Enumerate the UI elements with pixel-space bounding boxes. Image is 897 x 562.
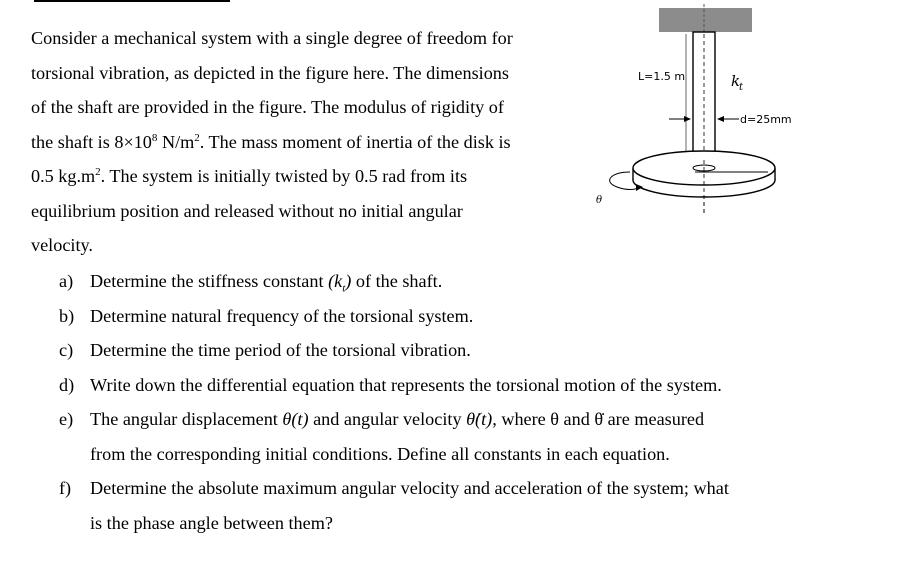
modulus-text: the shaft is 8×10	[31, 131, 152, 152]
torsion-diagram	[585, 0, 815, 225]
problem-statement	[31, 21, 571, 263]
question-text-end: of the shaft.	[351, 271, 443, 291]
intro-line-6: equilibrium position and released without no initial angular	[31, 200, 463, 221]
question-letter: e)	[59, 409, 74, 429]
question-letter: c)	[59, 340, 74, 360]
question-a	[59, 264, 859, 299]
question-text-line-2: is the phase angle between them?	[90, 512, 333, 533]
stiffness-label: k	[731, 72, 741, 90]
question-letter: f)	[59, 478, 72, 498]
length-label: L=1.5 m	[638, 70, 686, 83]
question-text: Determine the time period of the torsional vibration.	[90, 340, 471, 360]
question-list	[59, 264, 859, 540]
question-letter: a)	[59, 271, 74, 291]
question-text-end: where θ and θ̇ are measured	[496, 409, 705, 429]
question-b	[59, 299, 859, 334]
question-letter: d)	[59, 374, 75, 395]
angle-label: θ	[596, 195, 603, 206]
diameter-arrow-right-head	[717, 116, 724, 122]
question-text: Determine natural frequency of the torsional system.	[90, 305, 474, 326]
inertia-text: . The mass moment of inertia of the disk is	[199, 131, 511, 152]
diameter-label: d=25mm	[740, 113, 792, 126]
theta-symbol: θ(t)	[282, 409, 309, 429]
question-d	[59, 368, 859, 403]
question-e	[59, 402, 859, 471]
intro-line-5	[31, 159, 571, 194]
intro-line-2: torsional vibration, as depicted in the figure here. The dimensions	[31, 62, 509, 83]
initial-twist-text: . The system is initially twisted by 0.5 rad from its	[100, 166, 468, 186]
question-text: The angular displacement	[90, 409, 283, 429]
stiffness-subscript: t	[739, 82, 744, 93]
question-c	[59, 333, 859, 368]
question-text: Determine the absolute maximum angular velocity and acceleration of the system; what	[90, 478, 729, 498]
question-letter: b)	[59, 305, 75, 326]
stiffness-symbol: $(k_t)$	[328, 271, 352, 295]
modulus-unit-exponent: 2	[194, 131, 200, 144]
intro-line-3: of the shaft are provided in the figure. The modulus of rigidity of	[31, 97, 504, 117]
diameter-arrow-left-head	[684, 116, 691, 122]
torsion-figure	[585, 0, 815, 225]
question-text: Determine the stiffness constant	[90, 271, 329, 291]
inertia-value: 0.5 kg.m	[31, 166, 96, 186]
theta-dot-symbol: θ̇(t),	[466, 409, 497, 429]
question-f	[59, 471, 859, 540]
inertia-exponent: 2	[95, 165, 101, 178]
top-rule	[34, 0, 230, 2]
fixed-support	[659, 8, 752, 32]
question-text: Write down the differential equation that represents the torsional motion of the system.	[90, 374, 722, 395]
question-text-line-2: from the corresponding initial conditions. Define all constants in each equation.	[90, 443, 670, 464]
intro-line-4	[31, 125, 571, 160]
intro-line-1: Consider a mechanical system with a single degree of freedom for	[31, 28, 513, 48]
intro-line-7: velocity.	[31, 235, 93, 255]
question-text-mid: and angular velocity	[308, 409, 467, 429]
modulus-exponent: 8	[151, 131, 158, 144]
modulus-unit: N/m	[157, 131, 195, 152]
